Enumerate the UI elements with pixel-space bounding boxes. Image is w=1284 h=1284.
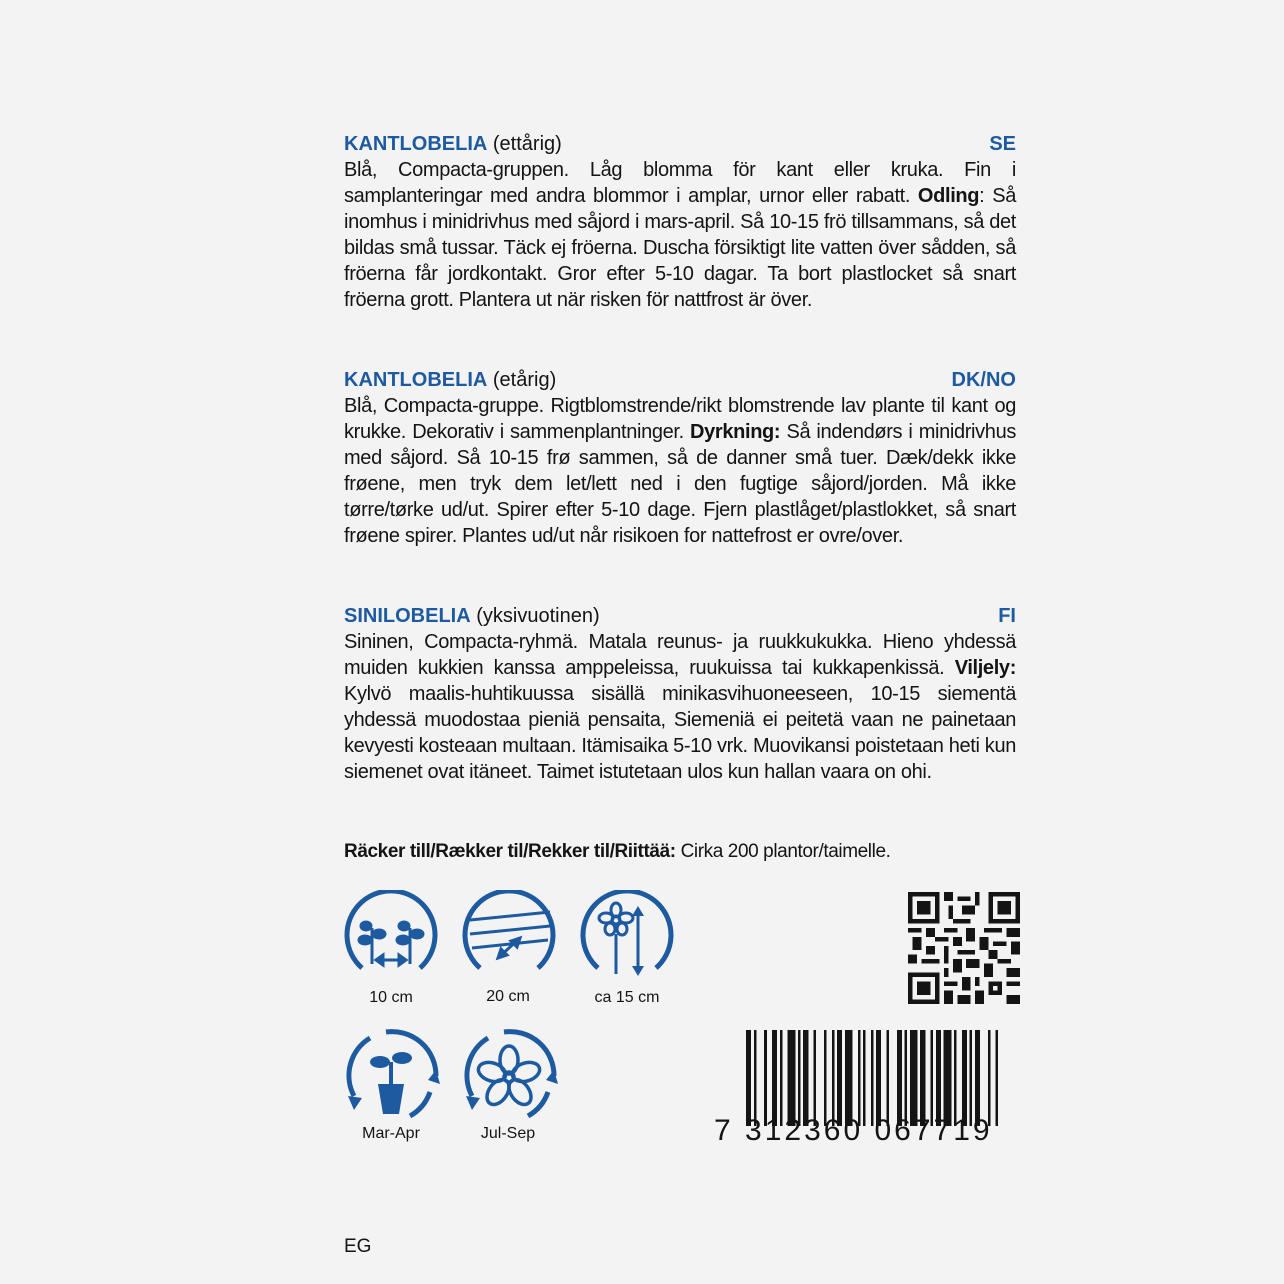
barcode-number: 7 312360 067719 xyxy=(714,1114,993,1147)
barcode-bar xyxy=(858,1030,861,1126)
barcode-bar xyxy=(944,1030,952,1126)
plant-height-label: ca 15 cm xyxy=(594,989,660,1006)
footer-code: EG xyxy=(344,1236,372,1257)
language-code: SE xyxy=(989,133,1016,155)
sowing-time-icon xyxy=(340,1026,442,1124)
species-name: KANTLOBELIA xyxy=(344,369,488,391)
species-note: (ettårig) xyxy=(492,133,562,155)
description-text: Blå, Compacta-gruppe. Rigtblomstrende/rikt blomstrende lav plante til kant og krukke. Dekorativ i sammenplantninger. Dyrkning: Så indendørs i minidrivhus med såjord. Så 10-15 frø sammen, så de danner små tuer. Dæk/dekk ikke frøene, men tryk dem let/lett ned i den fugtige såjord/jorden. Må ikke tørre/tørke ud/ut. Spirer efter 5-10 dage. Fjern plastlåget/plastlokket, så snart frøene spirer. Plantes ud/ut når risikoen for nattefrost er ovre/over. xyxy=(344,395,1016,547)
species-name: SINILOBELIA xyxy=(344,605,471,627)
species-name: KANTLOBELIA xyxy=(344,133,488,155)
section-heading xyxy=(344,367,1016,393)
barcode-bar xyxy=(910,1030,918,1126)
barcode-bar xyxy=(837,1030,842,1126)
barcode-bar xyxy=(871,1030,874,1126)
description-text: Sininen, Compacta-ryhmä. Matala reunus- ja ruukkukukka. Hieno yhdessä muiden kukkien kanssa amppeleissa, ruukuissa tai kukkapenkissä. Viljely: Kylvö maalis-huhtikuussa sisällä minikasvihuoneeseen, 10-15 siementä yhdessä muodostaa pieniä pensaita, Siemeniä ei peitetä vaan ne painetaan kevyesti kosteaan multaan. Itämisaika 5-10 vrk. Muovikansi poistetaan heti kun siemenet ovat itäneet. Taimet istutetaan ulos kun hallan vaara on ohi. xyxy=(344,631,1016,783)
barcode-bar xyxy=(798,1030,801,1126)
barcode-bar xyxy=(863,1030,866,1126)
sowing-time-label: Mar-Apr xyxy=(362,1125,420,1142)
barcode-bar xyxy=(814,1030,817,1126)
barcode-bar xyxy=(845,1030,853,1126)
barcode-bar xyxy=(832,1030,835,1126)
barcode-bar xyxy=(780,1030,783,1126)
barcode-bar xyxy=(897,1030,902,1126)
section-dk-no xyxy=(344,367,1016,549)
barcode-bar xyxy=(931,1030,934,1126)
row-spacing-icon xyxy=(458,890,560,982)
yield-label: Räcker till/Rækker til/Rekker til/Riittää: xyxy=(344,841,676,862)
barcode-bar xyxy=(803,1030,808,1126)
section-fi xyxy=(344,603,1016,785)
barcode-bar xyxy=(788,1030,796,1126)
cultivation-label: Odling xyxy=(917,185,980,207)
cultivation-label: Dyrkning: xyxy=(690,421,781,443)
barcode-bar xyxy=(886,1030,889,1126)
barcode-bar xyxy=(975,1030,980,1126)
flowering-time-label: Jul-Sep xyxy=(480,1125,536,1142)
barcode-bar xyxy=(746,1030,751,1126)
qr-code xyxy=(908,892,1020,1004)
barcode-bar xyxy=(996,1030,999,1126)
barcode xyxy=(714,1030,1020,1148)
yield-line xyxy=(344,839,890,865)
barcode-bar xyxy=(970,1030,973,1126)
row-spacing-label: 20 cm xyxy=(486,988,530,1005)
barcode-bar xyxy=(754,1030,757,1126)
barcode-bar xyxy=(905,1030,908,1126)
plant-spacing-icon xyxy=(340,890,442,982)
barcode-bar xyxy=(936,1030,941,1126)
barcode-bar xyxy=(772,1030,777,1126)
barcode-bar xyxy=(764,1030,767,1126)
plant-spacing-label: 10 cm xyxy=(369,989,413,1006)
barcode-bars xyxy=(714,1030,1020,1126)
section-heading xyxy=(344,603,1016,629)
yield-value: Cirka 200 plantor/taimelle. xyxy=(675,841,891,862)
flowering-time-icon xyxy=(458,1026,560,1124)
plant-height-icon xyxy=(576,890,678,982)
language-code: FI xyxy=(998,605,1016,627)
barcode-bar xyxy=(962,1030,967,1126)
language-code: DK/NO xyxy=(951,369,1016,391)
section-se xyxy=(344,131,1016,313)
barcode-bar xyxy=(920,1030,925,1126)
species-note: (etårig) xyxy=(492,369,557,391)
barcode-bar xyxy=(824,1030,827,1126)
description-text: Blå, Compacta-gruppen. Låg blomma för kant eller kruka. Fin i samplanteringar med andra blommor i amplar, urnor eller rabatt. Odling: Så inomhus i minidrivhus med såjord i mars-april. Så 10-15 frö tillsammans, så det bildas små tussar. Täck ej fröerna. Duscha försiktigt lite vatten över sådden, så fröerna får jordkontakt. Gror efter 5-10 dagar. Ta bort plastlocket så snart fröerna grott. Plantera ut när risken för nattfrost är över. xyxy=(344,159,1016,311)
species-note: (yksivuotinen) xyxy=(476,605,600,627)
barcode-bar xyxy=(876,1030,881,1126)
barcode-bar xyxy=(954,1030,957,1126)
barcode-bar xyxy=(988,1030,991,1126)
section-heading xyxy=(344,131,1016,157)
cultivation-label: Viljely: xyxy=(954,657,1016,679)
